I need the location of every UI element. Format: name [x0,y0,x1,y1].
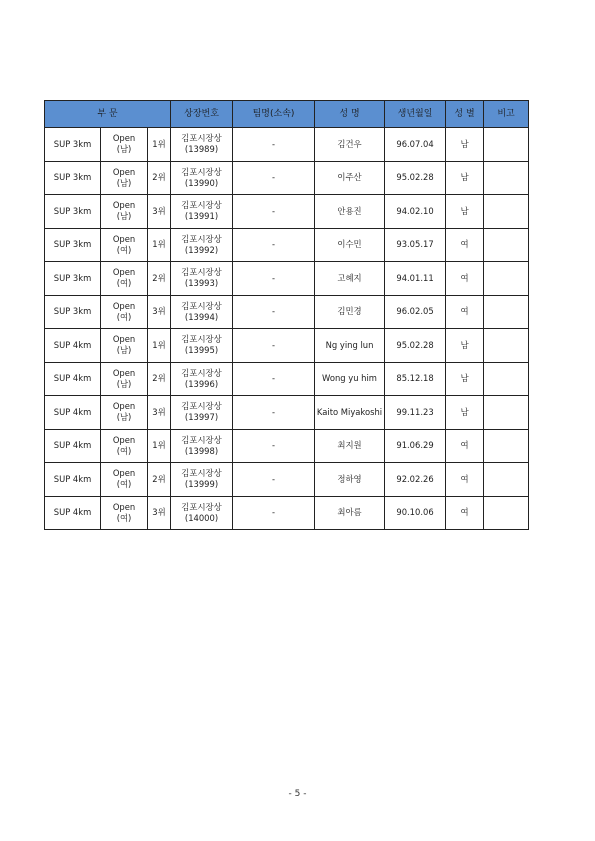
prize-title: 김포시장상 [181,401,222,412]
prize-title: 김포시장상 [181,367,222,378]
prize-title: 김포시장상 [181,501,222,512]
birth-cell: 93.05.17 [385,228,446,262]
class-cell [101,161,148,195]
name-cell: 안용진 [315,195,385,229]
class-cell [101,396,148,430]
name-cell: 김건우 [315,128,385,162]
table-row [45,295,529,329]
gender-cell: 남 [446,128,484,162]
award-table [44,100,529,530]
header-division: 부 문 [45,101,171,128]
team-cell: - [233,463,315,497]
rank-cell: 2위 [148,161,171,195]
prize-cell [171,396,233,430]
event-cell: SUP 4km [45,496,101,530]
class-cell [101,496,148,530]
name-cell: 이주산 [315,161,385,195]
birth-cell: 90.10.06 [385,496,446,530]
prize-number: (13998) [184,445,219,456]
class-cell [101,329,148,363]
header-note: 비고 [484,101,529,128]
prize-cell [171,429,233,463]
name-cell: Wong yu him [315,362,385,396]
team-cell: - [233,195,315,229]
event-cell: SUP 4km [45,463,101,497]
prize-number: (13990) [184,177,219,188]
name-cell: Ng ying lun [315,329,385,363]
event-cell: SUP 4km [45,362,101,396]
header-gender: 성 별 [446,101,484,128]
note-cell [484,496,529,530]
prize-title: 김포시장상 [181,267,222,278]
prize-cell [171,496,233,530]
page-number: - 5 - [288,789,307,799]
name-cell: Kaito Miyakoshi [315,396,385,430]
note-cell [484,463,529,497]
header-row [45,101,529,128]
header-birth: 생년월일 [385,101,446,128]
team-cell: - [233,329,315,363]
note-cell [484,128,529,162]
birth-cell: 99.11.23 [385,396,446,430]
note-cell [484,195,529,229]
event-cell: SUP 3km [45,161,101,195]
rank-cell: 1위 [148,429,171,463]
team-cell: - [233,128,315,162]
name-cell: 김민경 [315,295,385,329]
rank-cell: 3위 [148,195,171,229]
prize-cell [171,362,233,396]
class-label: Open [112,300,136,311]
prize-title: 김포시장상 [181,200,222,211]
event-cell: SUP 4km [45,329,101,363]
class-label: Open [112,334,136,345]
birth-cell: 96.02.05 [385,295,446,329]
class-gender-label: (여) [116,244,132,255]
class-cell [101,195,148,229]
note-cell [484,362,529,396]
class-gender-label: (여) [116,445,132,456]
name-cell: 고혜지 [315,262,385,296]
prize-cell [171,161,233,195]
header-prize-no: 상장번호 [171,101,233,128]
prize-number: (13997) [184,412,219,423]
birth-cell: 85.12.18 [385,362,446,396]
prize-title: 김포시장상 [181,334,222,345]
name-cell: 정하영 [315,463,385,497]
event-cell: SUP 3km [45,262,101,296]
prize-title: 김포시장상 [181,166,222,177]
class-cell [101,362,148,396]
team-cell: - [233,262,315,296]
prize-number: (13994) [184,311,219,322]
table-row [45,195,529,229]
birth-cell: 91.06.29 [385,429,446,463]
gender-cell: 남 [446,161,484,195]
prize-title: 김포시장상 [181,233,222,244]
note-cell [484,396,529,430]
rank-cell: 2위 [148,262,171,296]
birth-cell: 95.02.28 [385,329,446,363]
team-cell: - [233,295,315,329]
prize-cell [171,228,233,262]
rank-cell: 3위 [148,496,171,530]
team-cell: - [233,228,315,262]
note-cell [484,329,529,363]
rank-cell: 2위 [148,463,171,497]
class-cell [101,128,148,162]
name-cell: 최아름 [315,496,385,530]
birth-cell: 94.01.11 [385,262,446,296]
table-row [45,396,529,430]
class-label: Open [112,200,136,211]
prize-cell [171,295,233,329]
class-label: Open [112,434,136,445]
prize-cell [171,128,233,162]
name-cell: 이수민 [315,228,385,262]
prize-title: 김포시장상 [181,468,222,479]
class-label: Open [112,501,136,512]
gender-cell: 여 [446,228,484,262]
class-gender-label: (여) [116,311,132,322]
team-cell: - [233,396,315,430]
event-cell: SUP 3km [45,295,101,329]
prize-cell [171,262,233,296]
class-cell [101,262,148,296]
table-row [45,496,529,530]
prize-number: (13996) [184,378,219,389]
event-cell: SUP 4km [45,396,101,430]
birth-cell: 92.02.26 [385,463,446,497]
prize-number: (13995) [184,345,219,356]
birth-cell: 95.02.28 [385,161,446,195]
event-cell: SUP 3km [45,195,101,229]
event-cell: SUP 3km [45,228,101,262]
class-gender-label: (남) [116,177,132,188]
note-cell [484,161,529,195]
prize-cell [171,329,233,363]
class-gender-label: (여) [116,512,132,523]
class-gender-label: (여) [116,278,132,289]
birth-cell: 94.02.10 [385,195,446,229]
prize-title: 김포시장상 [181,434,222,445]
class-gender-label: (여) [116,479,132,490]
prize-cell [171,463,233,497]
class-gender-label: (남) [116,378,132,389]
table-row [45,228,529,262]
team-cell: - [233,496,315,530]
gender-cell: 여 [446,295,484,329]
event-cell: SUP 3km [45,128,101,162]
class-label: Open [112,367,136,378]
class-label: Open [112,133,136,144]
class-cell [101,463,148,497]
table-row [45,463,529,497]
gender-cell: 여 [446,463,484,497]
prize-cell [171,195,233,229]
table-row [45,128,529,162]
header-name: 성 명 [315,101,385,128]
note-cell [484,228,529,262]
rank-cell: 1위 [148,228,171,262]
table-row [45,262,529,296]
prize-number: (13999) [184,479,219,490]
rank-cell: 1위 [148,128,171,162]
class-cell [101,295,148,329]
table-row [45,329,529,363]
header-team: 팀명(소속) [233,101,315,128]
table-row [45,161,529,195]
note-cell [484,429,529,463]
rank-cell: 1위 [148,329,171,363]
class-label: Open [112,401,136,412]
birth-cell: 96.07.04 [385,128,446,162]
prize-number: (13989) [184,144,219,155]
note-cell [484,295,529,329]
prize-number: (13991) [184,211,219,222]
class-label: Open [112,166,136,177]
prize-title: 김포시장상 [181,300,222,311]
gender-cell: 여 [446,429,484,463]
prize-number: (13993) [184,278,219,289]
team-cell: - [233,362,315,396]
class-gender-label: (남) [116,211,132,222]
rank-cell: 2위 [148,362,171,396]
class-gender-label: (남) [116,412,132,423]
gender-cell: 여 [446,262,484,296]
gender-cell: 남 [446,362,484,396]
class-label: Open [112,468,136,479]
table-row [45,429,529,463]
event-cell: SUP 4km [45,429,101,463]
name-cell: 최지원 [315,429,385,463]
class-cell [101,228,148,262]
prize-title: 김포시장상 [181,133,222,144]
prize-number: (13992) [184,244,219,255]
gender-cell: 남 [446,195,484,229]
prize-number: (14000) [184,512,219,523]
rank-cell: 3위 [148,396,171,430]
class-cell [101,429,148,463]
gender-cell: 여 [446,496,484,530]
class-gender-label: (남) [116,345,132,356]
class-gender-label: (남) [116,144,132,155]
rank-cell: 3위 [148,295,171,329]
class-label: Open [112,233,136,244]
team-cell: - [233,161,315,195]
note-cell [484,262,529,296]
team-cell: - [233,429,315,463]
gender-cell: 남 [446,396,484,430]
class-label: Open [112,267,136,278]
table-row [45,362,529,396]
gender-cell: 남 [446,329,484,363]
